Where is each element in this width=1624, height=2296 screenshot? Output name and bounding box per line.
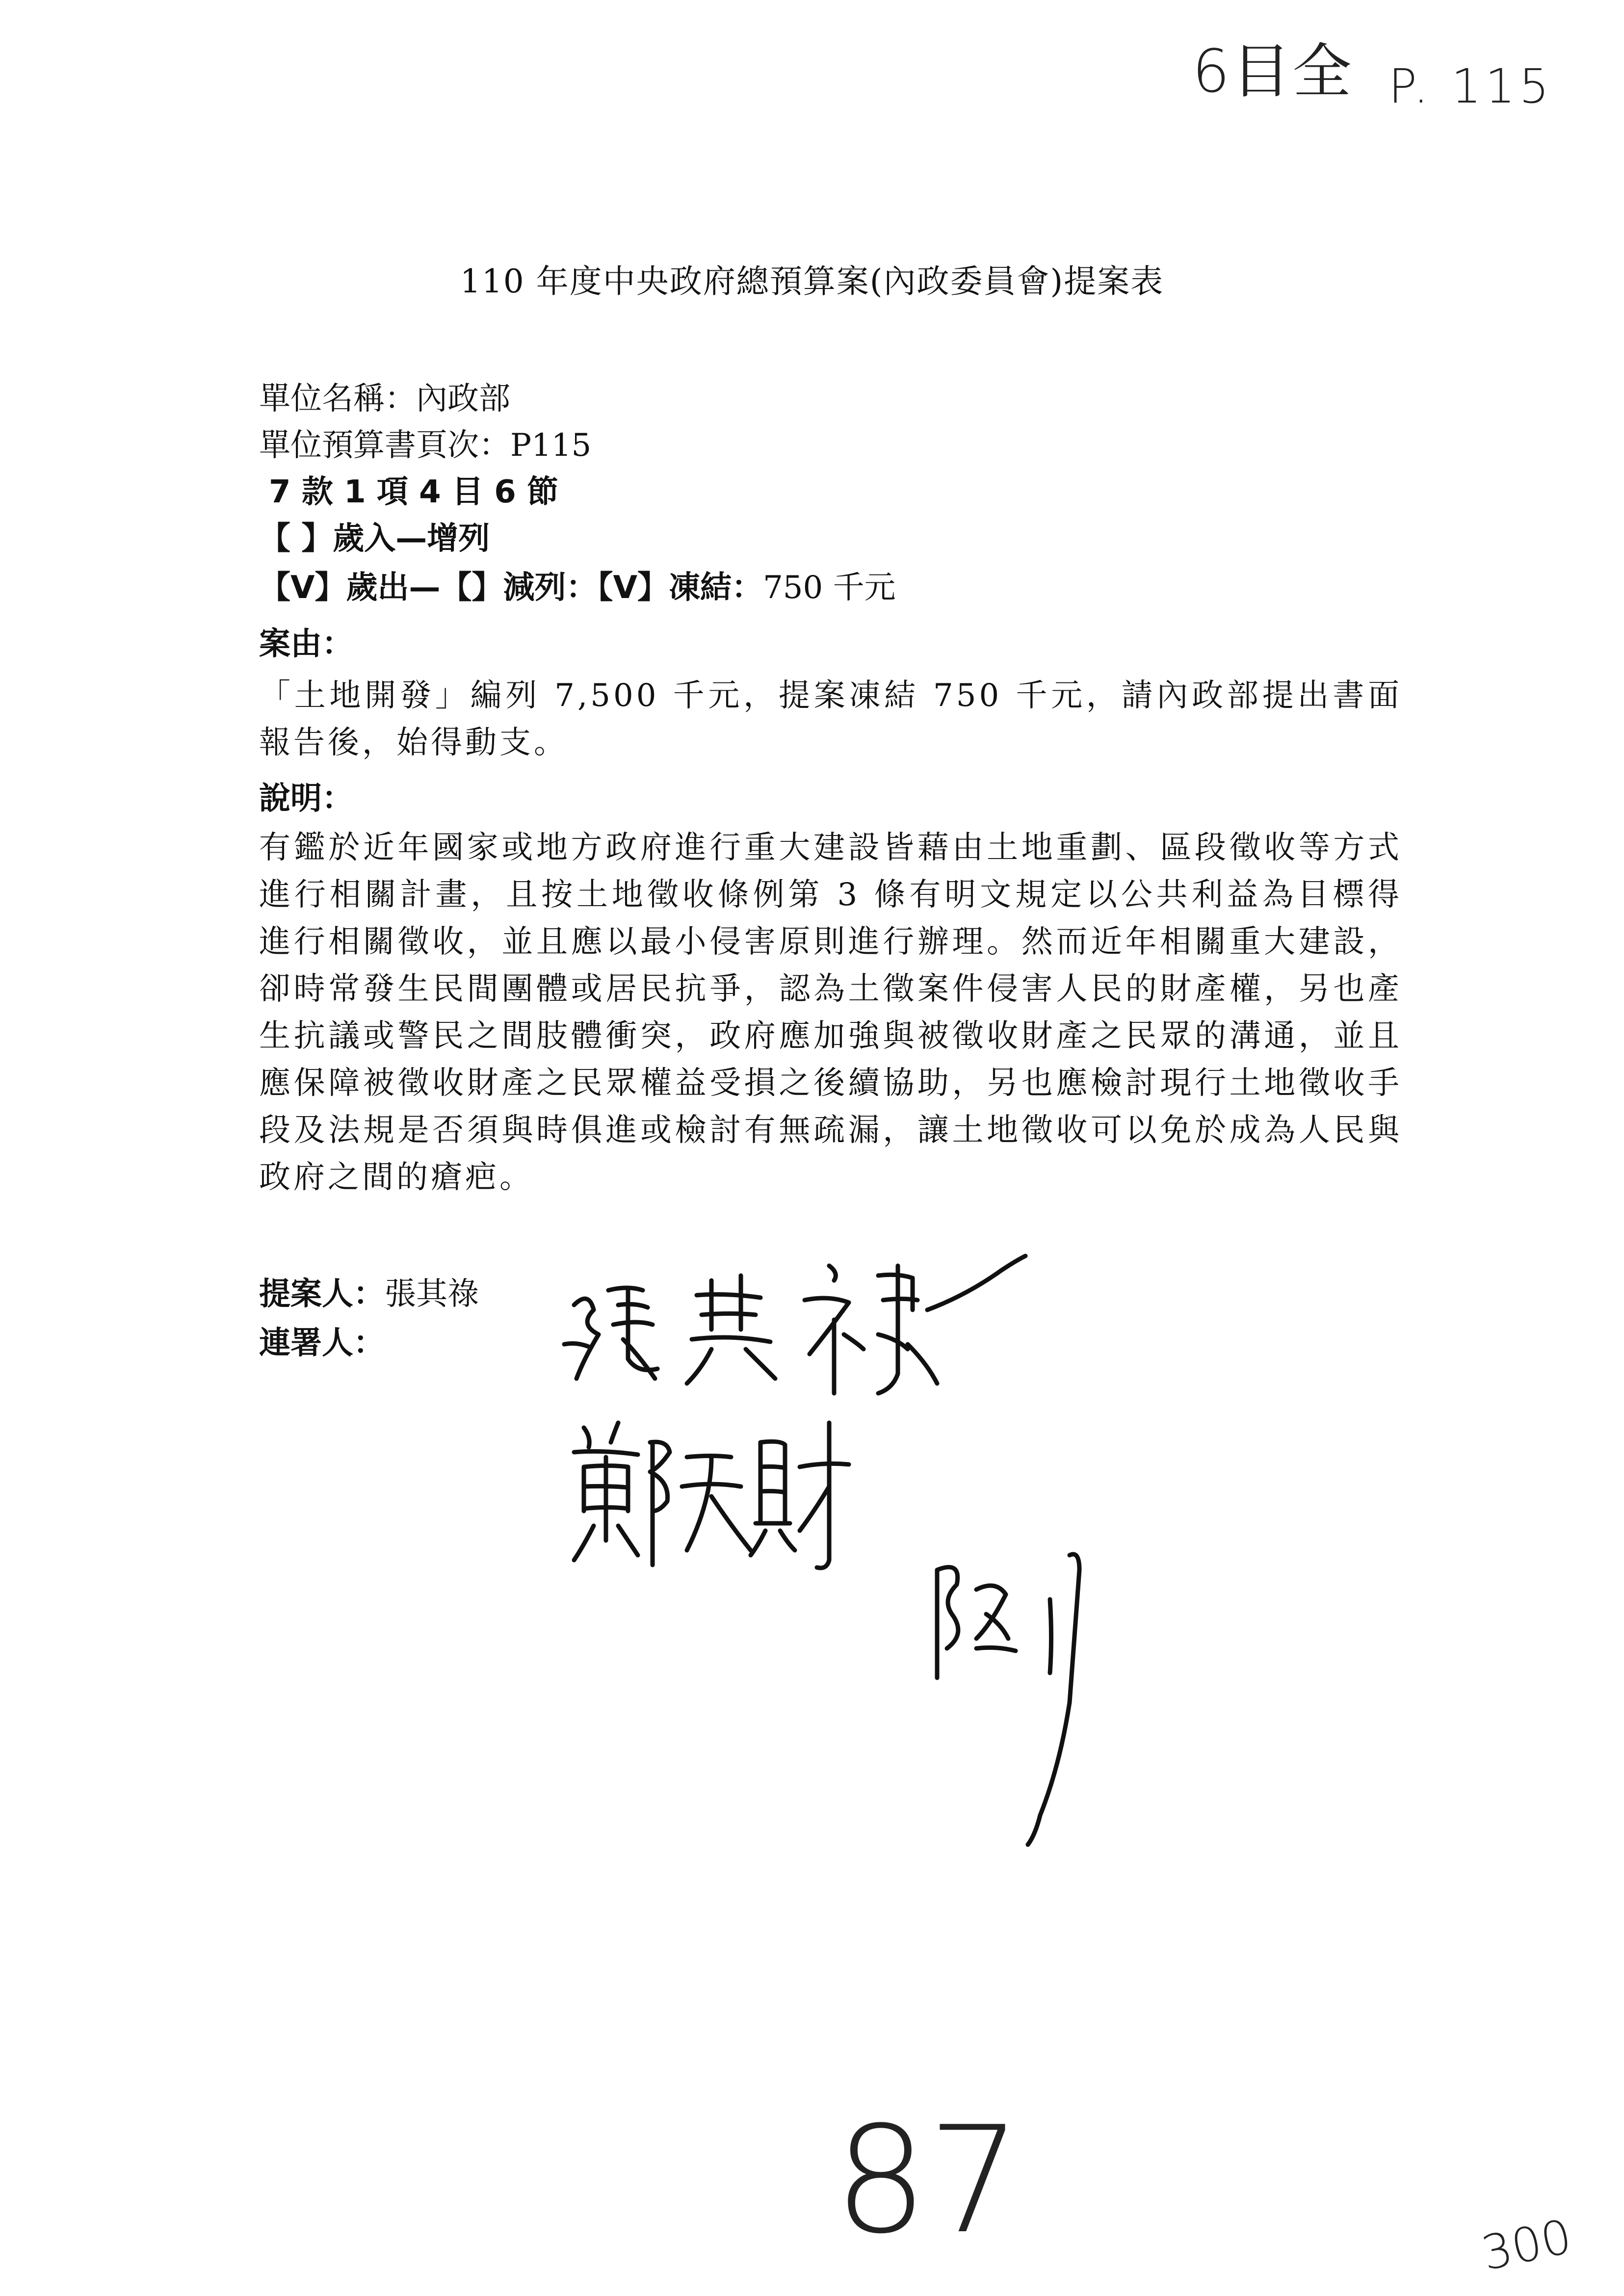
reason-heading: 案由： [259,626,353,662]
revenue-row [259,515,490,562]
handwritten-note-top-left: 6目全 [1192,38,1354,106]
unit-page-value: P115 [510,427,592,464]
expenditure-row [259,564,896,611]
unit-name-label: 單位名稱： [259,381,416,417]
reason-body: 「土地開發」編列 7,500 千元，提案凍結 750 千元，請內政部提出書面報告後，始得動支。 [259,678,1402,761]
unit-name-row [259,375,510,422]
freeze-amount: 750 千元 [763,570,896,606]
budget-item: 7 款 1 項 4 目 6 節 [269,474,559,510]
freeze-checkbox: 【V】 [597,570,669,606]
cosigner-label: 連署人： [259,1325,385,1361]
signature-2 [564,1413,859,1575]
proposer-label: 提案人： [259,1276,385,1312]
unit-name-value: 內政部 [416,381,510,417]
reduce-checkbox: 【】 [440,570,503,606]
revenue-checkbox: 【 】 [259,521,333,557]
explanation-body: 有鑑於近年國家或地方政府進行重大建設皆藉由土地重劃、區段徵收等方式進行相關計畫，且按土地徵收條例第 3 條有明文規定以公共利益為目標得進行相關徵收，並且應以最小侵害原則進行辦理。然而近年相關重大建設，卻時常發生民間團體或居民抗爭，認為土徵案件侵害人民的財產權，另也產生抗議或警民之間肢體衝突，政府應加強與被徵收財產之民眾的溝通，並且應保障被徵收財產之民眾權益受損之後續協助，另也應檢討現行土地徵收手段及法規是否須與時俱進或檢討有無疏漏，讓土地徵收可以免於成為人民與政府之間的瘡疤。 [259,830,1402,1196]
reduce-label: 減列： [503,570,598,606]
proposer-row [259,1271,479,1318]
handwritten-corner-number: 300 [1477,2209,1576,2281]
freeze-label: 凍結： [669,570,763,606]
unit-page-row [259,422,591,469]
expenditure-label: 歲出— [346,570,441,606]
proposer-name: 張其祿 [385,1276,479,1312]
unit-page-label: 單位預算書頁次： [259,427,510,464]
explanation-heading: 說明： [259,781,353,817]
revenue-label: 歲入—增列 [333,521,490,557]
expenditure-checkbox: 【V】 [259,570,346,606]
handwritten-page-ref: P. 115 [1388,59,1553,114]
document-title: 110 年度中央政府總預算案(內政委員會)提案表 [460,262,1164,300]
signature-1 [554,1246,1070,1408]
handwritten-page-number: 87 [834,2095,1022,2266]
signature-3 [922,1540,1109,1850]
